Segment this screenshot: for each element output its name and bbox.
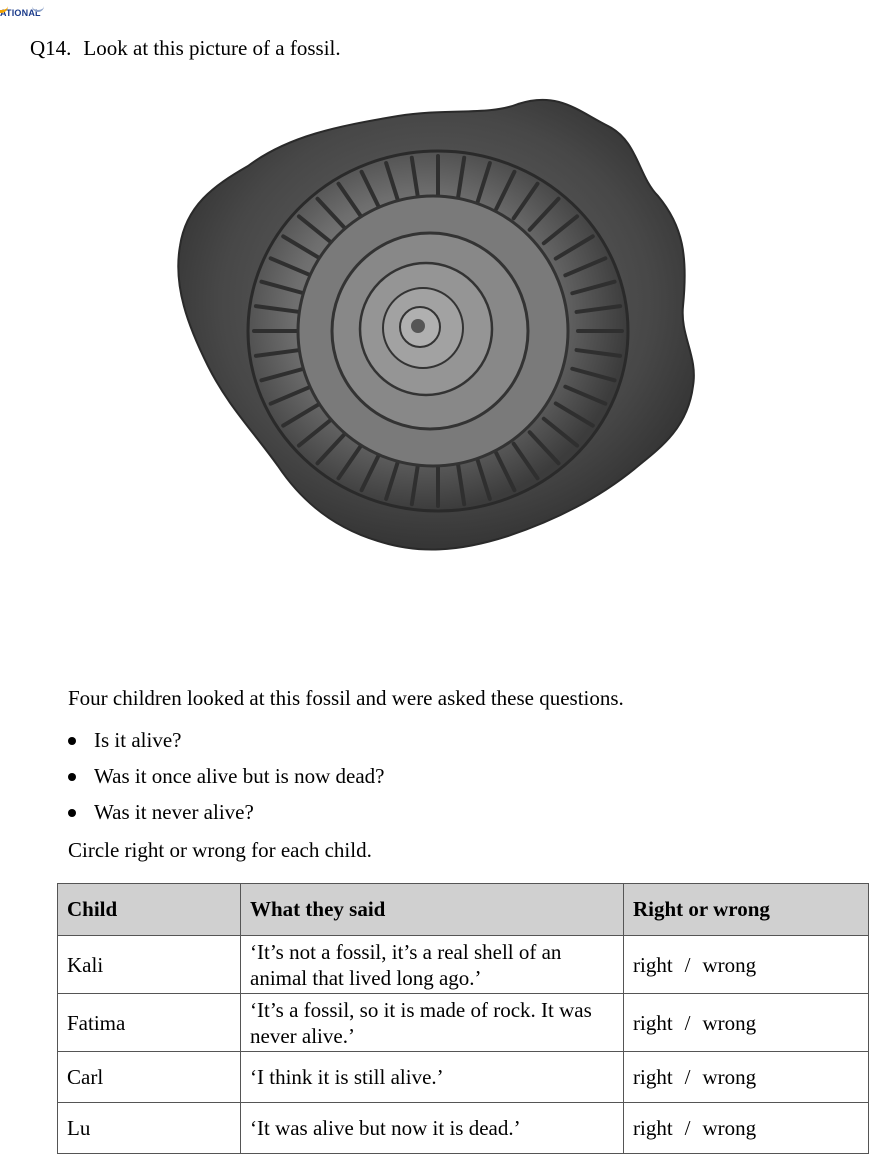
- wrong-option[interactable]: wrong: [702, 1010, 757, 1035]
- ammonite-fossil-image: [168, 86, 708, 556]
- table-header-row: [58, 884, 869, 936]
- bullet-item: [68, 728, 384, 764]
- brand-logo: [0, 8, 41, 18]
- bullet-text: Was it never alive?: [94, 800, 254, 824]
- right-wrong-cell: [624, 936, 869, 994]
- table-row: [58, 936, 869, 994]
- bullet-text: Is it alive?: [94, 728, 182, 752]
- question-text: Look at this picture of a fossil.: [83, 36, 341, 60]
- bullet-text: Was it once alive but is now dead?: [94, 764, 385, 788]
- question-list: [68, 728, 384, 836]
- right-option[interactable]: right: [633, 1010, 673, 1035]
- option-separator: /: [684, 952, 691, 977]
- whorl-centre: [411, 319, 425, 333]
- bullet-item: [68, 764, 384, 800]
- child-name: Fatima: [58, 994, 241, 1052]
- table-row: [58, 994, 869, 1052]
- header-child: Child: [58, 884, 241, 936]
- wrong-option[interactable]: wrong: [702, 952, 757, 977]
- option-separator: /: [684, 1065, 691, 1089]
- right-wrong-cell: [624, 1103, 869, 1154]
- answer-table: [57, 883, 869, 1154]
- option-separator: /: [684, 1116, 691, 1140]
- bullet-icon: [68, 737, 76, 745]
- bullet-icon: [68, 809, 76, 817]
- table-row: [58, 1052, 869, 1103]
- question-heading: [30, 36, 341, 61]
- child-name: Kali: [58, 936, 241, 994]
- header-right-or-wrong: Right or wrong: [624, 884, 869, 936]
- table-row: [58, 1103, 869, 1154]
- child-statement: ‘It’s not a fossil, it’s a real shell of an animal that lived long ago.’: [241, 936, 624, 994]
- child-statement: ‘It’s a fossil, so it is made of rock. It was never alive.’: [241, 994, 624, 1052]
- right-wrong-cell: [624, 1052, 869, 1103]
- wrong-option[interactable]: wrong: [702, 1065, 757, 1089]
- intro-text: Four children looked at this fossil and were asked these questions.: [68, 686, 624, 710]
- wrong-option[interactable]: wrong: [702, 1116, 757, 1140]
- option-separator: /: [684, 1010, 691, 1035]
- question-number: Q14.: [30, 36, 72, 60]
- right-option[interactable]: right: [633, 952, 673, 977]
- right-option[interactable]: right: [633, 1065, 673, 1089]
- right-option[interactable]: right: [633, 1116, 673, 1140]
- instruction-text: Circle right or wrong for each child.: [68, 838, 372, 862]
- child-name: Carl: [58, 1052, 241, 1103]
- child-statement: ‘I think it is still alive.’: [241, 1052, 624, 1103]
- right-wrong-cell: [624, 994, 869, 1052]
- child-name: Lu: [58, 1103, 241, 1154]
- child-statement: ‘It was alive but now it is dead.’: [241, 1103, 624, 1154]
- brand-arc-icon: [32, 2, 44, 12]
- bullet-item: [68, 800, 384, 836]
- bullet-icon: [68, 773, 76, 781]
- brand-text: ATIONAL: [0, 8, 41, 18]
- header-what-they-said: What they said: [241, 884, 624, 936]
